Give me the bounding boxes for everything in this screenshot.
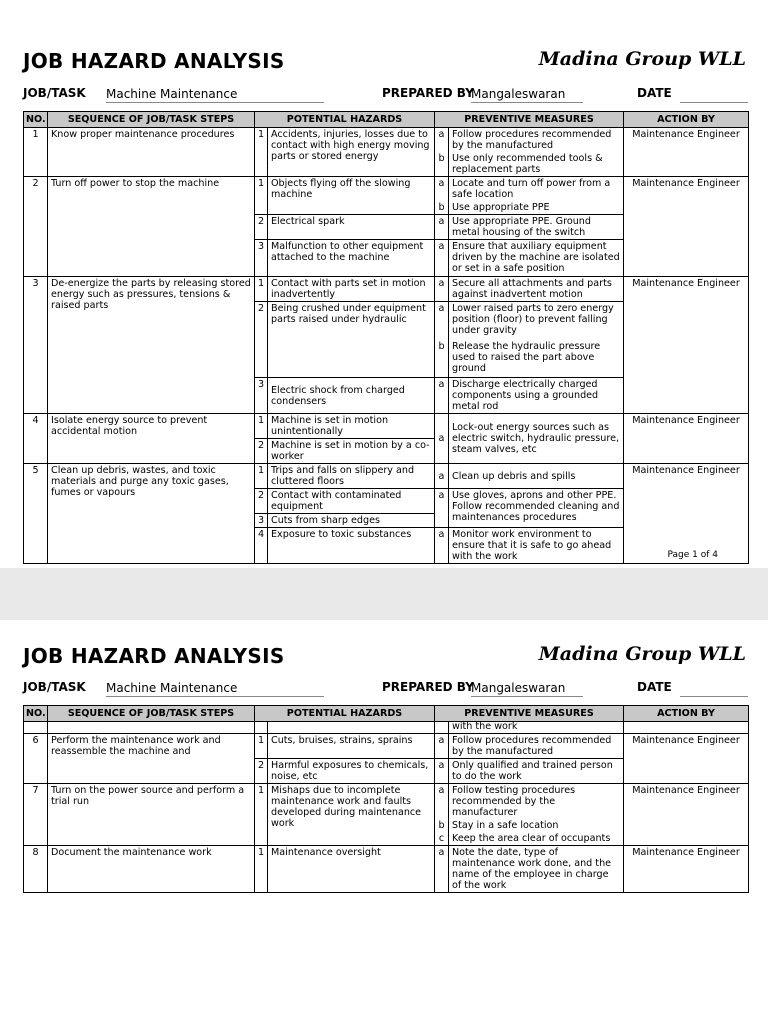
page-separator: [0, 568, 768, 620]
hazard-number: 2: [255, 759, 268, 784]
row-number: 3: [24, 277, 48, 414]
table-row: [24, 414, 749, 439]
measure-text: Release the hydraulic pressure used to raised the part above ground: [449, 340, 624, 378]
hazard-number: 1: [255, 277, 268, 302]
date-label: DATE: [637, 86, 672, 100]
job-task-value: Machine Maintenance: [106, 87, 324, 103]
hazard-number: 3: [255, 378, 268, 414]
measure-text: Clean up debris and spills: [449, 464, 624, 489]
hazard-number: 2: [255, 489, 268, 514]
table-row: [24, 734, 749, 759]
measure-text: with the work: [449, 722, 624, 734]
row-number: 2: [24, 177, 48, 277]
row-number: 5: [24, 464, 48, 564]
task-step: Isolate energy source to prevent accidental motion: [48, 414, 255, 464]
table-header-row: [24, 112, 749, 128]
measure-text: Follow procedures recommended by the manufactured: [449, 734, 624, 759]
hazard-text: Contact with contaminated equipment: [268, 489, 435, 514]
table-row: [24, 128, 749, 153]
measure-text: Note the date, type of maintenance work done, and the name of the employee in charge of the work: [449, 846, 624, 893]
hazard-number: 1: [255, 177, 268, 215]
prepared-by-value: Mangaleswaran: [471, 681, 583, 697]
measure-text: Use gloves, aprons and other PPE. Follow recommended cleaning and maintenances procedures: [449, 489, 624, 528]
col-header-hazards: POTENTIAL HAZARDS: [255, 112, 435, 128]
table-row: [24, 464, 749, 489]
hazard-text: Harmful exposures to chemicals, noise, etc: [268, 759, 435, 784]
action-by: Maintenance Engineer: [624, 414, 749, 464]
action-by: Maintenance Engineer: [624, 177, 749, 277]
hazard-text: Trips and falls on slippery and cluttered floors: [268, 464, 435, 489]
measure-key: a: [435, 464, 449, 489]
date-label: DATE: [637, 680, 672, 694]
action-by: Maintenance Engineer: [624, 277, 749, 414]
measure-key: a: [435, 784, 449, 820]
measure-text: Use appropriate PPE: [449, 201, 624, 215]
job-task-label: JOB/TASK: [23, 680, 86, 694]
measure-text: Ensure that auxiliary equipment driven by the machine are isolated or set in a safe position: [449, 240, 624, 277]
row-number: 7: [24, 784, 48, 846]
measure-text: Monitor work environment to ensure that it is safe to go ahead with the work: [449, 528, 624, 564]
measure-text: Only qualified and trained person to do the work: [449, 759, 624, 784]
hazard-number: 2: [255, 439, 268, 464]
company-name: Madina Group WLL: [538, 48, 746, 70]
measure-key: a: [435, 734, 449, 759]
hazard-number: 1: [255, 464, 268, 489]
document-title: JOB HAZARD ANALYSIS: [23, 49, 285, 73]
measure-key: a: [435, 489, 449, 528]
hazard-text: Exposure to toxic substances: [268, 528, 435, 564]
measure-key: a: [435, 128, 449, 153]
col-header-action: ACTION BY: [624, 112, 749, 128]
date-value: [680, 87, 748, 103]
hazard-table-page-1: [23, 111, 749, 564]
action-by: Maintenance Engineer: [624, 128, 749, 177]
hazard-text: Cuts, bruises, strains, sprains: [268, 734, 435, 759]
task-step: Know proper maintenance procedures: [48, 128, 255, 177]
task-step: Document the maintenance work: [48, 846, 255, 893]
col-header-steps: SEQUENCE OF JOB/TASK STEPS: [48, 706, 255, 722]
table-header-row: [24, 706, 749, 722]
measure-key: a: [435, 215, 449, 240]
measure-text: Stay in a safe location: [449, 819, 624, 832]
action-by: Maintenance Engineer: [624, 464, 749, 564]
hazard-number: 4: [255, 528, 268, 564]
measure-text: Lower raised parts to zero energy position (floor) to prevent falling under gravity: [449, 302, 624, 340]
hazard-number: 2: [255, 215, 268, 240]
measure-key: a: [435, 846, 449, 893]
col-header-no: NO.: [24, 706, 48, 722]
table-row: [24, 277, 749, 302]
hazard-number: 1: [255, 784, 268, 846]
hazard-table-page-2: [23, 705, 749, 893]
measure-text: Keep the area clear of occupants: [449, 832, 624, 846]
hazard-text: Mishaps due to incomplete maintenance work and faults developed during maintenance work: [268, 784, 435, 846]
hazard-text: Contact with parts set in motion inadvertently: [268, 277, 435, 302]
hazard-text: Machine is set in motion unintentionally: [268, 414, 435, 439]
company-name: Madina Group WLL: [538, 643, 746, 665]
col-header-measures: PREVENTIVE MEASURES: [435, 112, 624, 128]
action-by: Maintenance Engineer: [624, 784, 749, 846]
document-page-2: [0, 620, 768, 1024]
task-step: De-energize the parts by releasing stored energy such as pressures, tensions & raised parts: [48, 277, 255, 414]
job-task-value: Machine Maintenance: [106, 681, 324, 697]
table-row: [24, 846, 749, 893]
measure-key: b: [435, 152, 449, 177]
row-number: 8: [24, 846, 48, 893]
prepared-by-value: Mangaleswaran: [471, 87, 583, 103]
job-task-label: JOB/TASK: [23, 86, 86, 100]
measure-key: a: [435, 302, 449, 340]
hazard-text: Cuts from sharp edges: [268, 514, 435, 528]
document-title: JOB HAZARD ANALYSIS: [23, 644, 285, 668]
hazard-number: 1: [255, 734, 268, 759]
hazard-number: 1: [255, 414, 268, 439]
col-header-measures: PREVENTIVE MEASURES: [435, 706, 624, 722]
row-number: 1: [24, 128, 48, 177]
measure-text: Secure all attachments and parts against inadvertent motion: [449, 277, 624, 302]
task-step: Clean up debris, wastes, and toxic materials and purge any toxic gases, fumes or vapours: [48, 464, 255, 564]
measure-text: Lock-out energy sources such as electric switch, hydraulic pressure, steam valves, etc: [449, 414, 624, 464]
hazard-number: 3: [255, 240, 268, 277]
measure-key: a: [435, 378, 449, 414]
col-header-action: ACTION BY: [624, 706, 749, 722]
measure-key: a: [435, 177, 449, 202]
task-step: Perform the maintenance work and reassemble the machine and: [48, 734, 255, 784]
prepared-by-label: PREPARED BY: [382, 86, 474, 100]
measure-key: a: [435, 277, 449, 302]
measure-key: c: [435, 832, 449, 846]
action-by: Maintenance Engineer: [624, 734, 749, 784]
measure-text: Locate and turn off power from a safe location: [449, 177, 624, 202]
table-row: [24, 722, 749, 734]
measure-text: Discharge electrically charged components using a grounded metal rod: [449, 378, 624, 414]
action-by: Maintenance Engineer: [624, 846, 749, 893]
measure-text: Use only recommended tools & replacement parts: [449, 152, 624, 177]
measure-key: a: [435, 240, 449, 277]
page-2-content: [0, 620, 768, 891]
hazard-number: 1: [255, 846, 268, 893]
measure-text: Follow procedures recommended by the manufactured: [449, 128, 624, 153]
hazard-text: Electrical spark: [268, 215, 435, 240]
col-header-hazards: POTENTIAL HAZARDS: [255, 706, 435, 722]
measure-text: Use appropriate PPE. Ground metal housing of the switch: [449, 215, 624, 240]
table-row: [24, 784, 749, 820]
hazard-number: 1: [255, 128, 268, 177]
table-row: [24, 177, 749, 202]
hazard-text: Electric shock from charged condensers: [268, 378, 435, 414]
hazard-number: 2: [255, 302, 268, 378]
measure-key: a: [435, 414, 449, 464]
measure-key: a: [435, 528, 449, 564]
hazard-text: Accidents, injuries, losses due to contact with high energy moving parts or stored energy: [268, 128, 435, 177]
page-number: Page 1 of 4: [667, 550, 718, 560]
task-step: Turn off power to stop the machine: [48, 177, 255, 277]
measure-key: b: [435, 201, 449, 215]
measure-key: b: [435, 819, 449, 832]
col-header-steps: SEQUENCE OF JOB/TASK STEPS: [48, 112, 255, 128]
measure-key: b: [435, 340, 449, 378]
hazard-text: Being crushed under equipment parts raised under hydraulic: [268, 302, 435, 378]
hazard-text: Malfunction to other equipment attached to the machine: [268, 240, 435, 277]
hazard-text: Maintenance oversight: [268, 846, 435, 893]
task-step: Turn on the power source and perform a trial run: [48, 784, 255, 846]
prepared-by-label: PREPARED BY: [382, 680, 474, 694]
row-number: 6: [24, 734, 48, 784]
measure-key: a: [435, 759, 449, 784]
col-header-no: NO.: [24, 112, 48, 128]
hazard-number: 3: [255, 514, 268, 528]
date-value: [680, 681, 748, 697]
row-number: 4: [24, 414, 48, 464]
measure-text: Follow testing procedures recommended by the manufacturer: [449, 784, 624, 820]
hazard-text: Objects flying off the slowing machine: [268, 177, 435, 215]
hazard-text: Machine is set in motion by a co-worker: [268, 439, 435, 464]
